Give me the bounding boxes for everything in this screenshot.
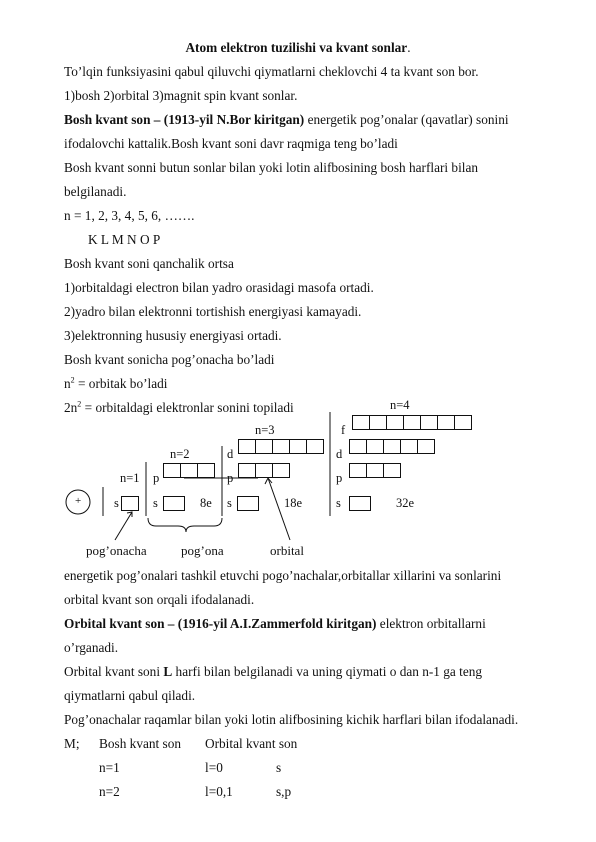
d-orbital-boxes	[349, 439, 435, 454]
orbital-s-label: s	[114, 496, 119, 510]
p-orbital-boxes	[238, 463, 290, 478]
page-title: Atom elektron tuzilishi va kvant sonlar.	[185, 40, 411, 55]
n1-label: n=1	[120, 471, 140, 485]
s-orbital-box	[121, 496, 139, 511]
table-cell: n=1	[99, 760, 120, 775]
text-line: Bosh kvant soni qanchalik ortsa	[64, 256, 234, 271]
n2-label: n=2	[170, 447, 190, 461]
text-line: Bosh kvant son – (1913-yil N.Bor kiritgan) energetik pog’onalar (qavatlar) sonini	[64, 112, 509, 127]
caption-pogona: pog’ona	[181, 543, 224, 558]
d-orbital-boxes	[238, 439, 324, 454]
text-line: Bosh kvant sonni butun sonlar bilan yoki lotin alifbosining bosh harflari bilan	[64, 160, 479, 175]
formula-line: $n^2$ = orbitak bo’ladi	[64, 375, 168, 391]
caption-pogonacha: pog’onacha	[86, 543, 147, 558]
text-line: Orbital kvant soni L harfi bilan belgilanadi va uning qiymati o dan n-1 ga teng	[64, 664, 483, 679]
s-orbital-box	[349, 496, 371, 511]
nucleus-charge: +	[75, 495, 82, 507]
text-line: To’lqin funksiyasini qabul qiluvchi qiymatlarni cheklovchi 4 ta kvant son bor.	[64, 64, 479, 79]
electrons-n3: 18e	[284, 496, 303, 510]
orbital-f-label: f	[341, 423, 346, 437]
text-line: Pog’onachalar raqamlar bilan yoki lotin alifbosining kichik harflari bilan ifodalanadi.	[64, 712, 519, 727]
text-line: n = 1, 2, 3, 4, 5, 6, …….	[64, 208, 195, 223]
text-line: Orbital kvant son – (1916-yil A.I.Zammerfold kiritgan) elektron orbitallarni	[64, 616, 486, 631]
electrons-n4: 32e	[396, 496, 415, 510]
orbital-s-label: s	[336, 496, 341, 510]
caption-orbital: orbital	[270, 543, 304, 558]
table-cell: s,p	[276, 784, 292, 799]
text-line: 1)bosh 2)orbital 3)magnit spin kvant sonlar.	[64, 88, 298, 103]
orbital-d-label: d	[227, 447, 234, 461]
orbital-p-label: p	[153, 471, 160, 485]
text-line: 3)elektronning hususiy energiyasi ortadi.	[64, 328, 282, 343]
electrons-n2: 8e	[200, 496, 212, 510]
term-bosh-kvant-son: Bosh kvant son – (1913-yil N.Bor kiritgan)	[64, 112, 305, 127]
text-line: orbital kvant son orqali ifodalanadi.	[64, 592, 255, 607]
orbital-p-label: p	[227, 471, 234, 485]
table-header: Orbital kvant son	[205, 736, 298, 751]
formula-line: $2n^2$ = orbitaldagi elektronlar sonini topiladi	[64, 399, 294, 415]
orbital-p-label: p	[336, 471, 343, 485]
shell-letters: K L M N O P	[88, 232, 161, 247]
orbital-s-label: s	[153, 496, 158, 510]
p-orbital-boxes	[349, 463, 401, 478]
orbital-s-label: s	[227, 496, 232, 510]
s-orbital-box	[237, 496, 259, 511]
f-orbital-boxes	[352, 415, 472, 430]
p-orbital-boxes	[163, 463, 215, 478]
n3-label: n=3	[255, 423, 275, 437]
table-cell: n=2	[99, 784, 120, 799]
table-cell: s	[276, 760, 282, 775]
table-cell: l=0,1	[205, 784, 233, 799]
table-cell: l=0	[205, 760, 223, 775]
term-orbital-kvant-son: Orbital kvant son – (1916-yil A.I.Zammerfold kiritgan)	[64, 616, 377, 631]
table-header: Bosh kvant son	[99, 736, 182, 751]
text-line: ifodalovchi kattalik.Bosh kvant soni davr raqmiga teng bo’ladi	[64, 136, 398, 151]
orbital-d-label: d	[336, 447, 343, 461]
text-line: 1)orbitaldagi electron bilan yadro orasidagi masofa ortadi.	[64, 280, 374, 295]
s-orbital-box	[163, 496, 185, 511]
table-marker: M;	[64, 736, 80, 751]
text-line: qiymatlarni qabul qiladi.	[64, 688, 196, 703]
text-line: belgilanadi.	[64, 184, 127, 199]
text-line: 2)yadro bilan elektronni tortishish energiyasi kamayadi.	[64, 304, 362, 319]
n4-label: n=4	[390, 398, 410, 412]
text-line: o’rganadi.	[64, 640, 119, 655]
text-line: energetik pog’onalari tashkil etuvchi pogo’nachalar,orbitallar xillarini va sonlarini	[64, 568, 502, 583]
text-line: Bosh kvant sonicha pog’onacha bo’ladi	[64, 352, 275, 367]
